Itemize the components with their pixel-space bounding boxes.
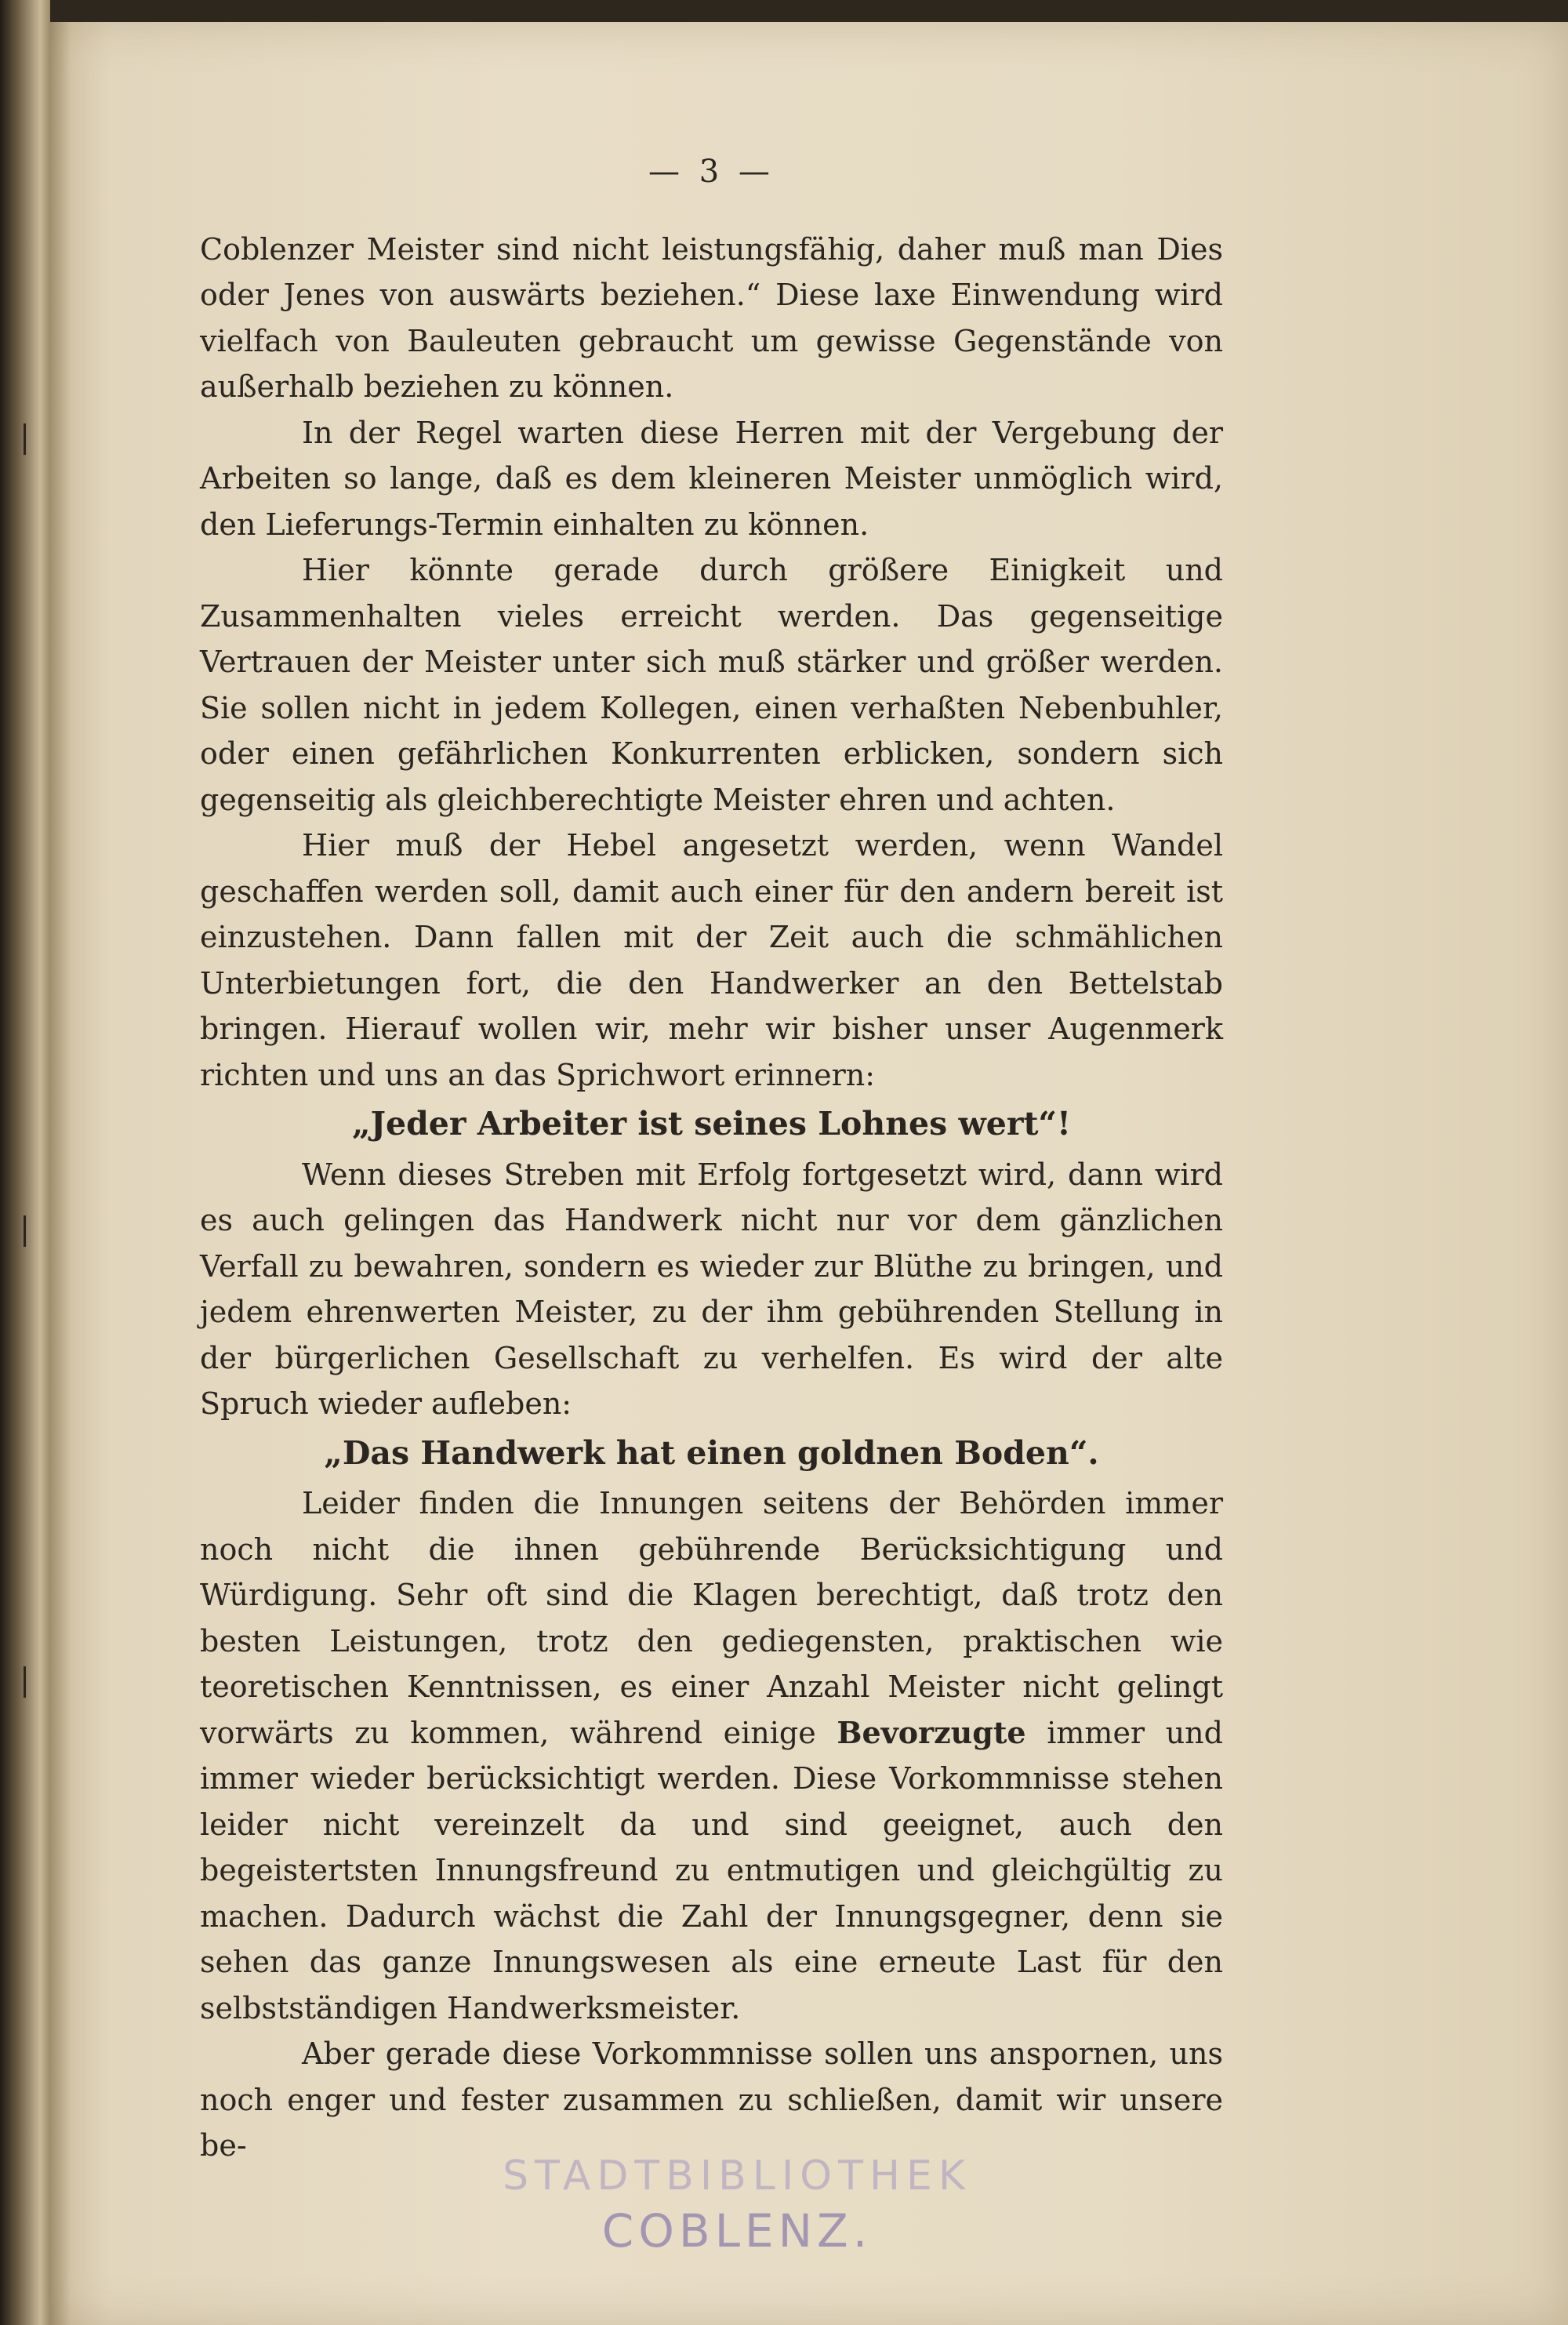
binding-mark	[24, 423, 26, 455]
paragraph-4: Hier muß der Hebel angesetzt werden, wenn Wandel geschaffen werden soll, damit auch einer für den andern bereit ist einzustehen. Dann fallen mit der Zeit auch die schmählichen Unterbietungen fort, die den Handwerker an den Bettelstab bringen. Hierauf wollen wir, mehr wir bisher unser Augenmerk richten und uns an das Sprichwort erinnern:	[200, 828, 1223, 1092]
library-stamp	[470, 2152, 1004, 2258]
emphasized-word: Bevorzugte	[837, 1714, 1026, 1750]
paragraph-2: In der Regel warten diese Herren mit der Vergebung der Arbeiten so lange, daß es dem kleineren Meister unmöglich wird, den Lieferungs-Termin einhalten zu können.	[200, 415, 1223, 542]
stamp-line-1: STADTBIBLIOTHEK	[503, 2152, 971, 2200]
paragraph-6	[200, 1480, 1223, 2031]
paragraph-6-start: Leider finden die Innungen seitens der Behörden immer noch nicht die ihnen gebührende Berücksichtigung und Würdigung. Sehr oft sind die Klagen berechtigt, daß trotz den besten Leistungen, trotz den gediegensten, praktischen wie teoretischen Kenntnissen, es einer Anzahl Meister nicht gelingt vorwärts zu kommen, während einige	[200, 1486, 1223, 1750]
binding-edge	[0, 0, 50, 2325]
page-gutter-shadow	[50, 22, 71, 2325]
stamp-line-2: COBLENZ.	[601, 2204, 873, 2258]
paragraph-3: Hier könnte gerade durch größere Einigkeit und Zusammenhalten vieles erreicht werden. Das gegenseitige Vertrauen der Meister unter sich muß stärker und größer werden. Sie sollen nicht in jedem Kollegen, einen verhaßten Nebenbuhler, oder einen gefährlichen Konkurrenten erblicken, sondern sich gegenseitig als gleichberechtigte Meister ehren und achten.	[200, 553, 1223, 817]
paragraph-1: Coblenzer Meister sind nicht leistungsfähig, daher muß man Dies oder Jenes von auswärts beziehen.“ Diese laxe Einwendung wird vielfach von Bauleuten gebraucht um gewisse Gegenstände von außerhalb beziehen zu können.	[200, 231, 1223, 404]
paragraph-5: Wenn dieses Streben mit Erfolg fortgesetzt wird, dann wird es auch gelingen das Handwerk nicht nur vor dem gänzlichen Verfall zu bewahren, sondern es wieder zur Blüthe zu bringen, und jedem ehrenwerten Meister, zu der ihm gebührenden Stellung in der bürgerlichen Gesellschaft zu verhelfen. Es wird der alte Spruch wieder aufleben:	[200, 1157, 1223, 1421]
paragraph-6-end: immer und immer wieder berücksichtigt werden. Diese Vorkommnisse stehen leider nicht vereinzelt da und sind geeignet, auch den begeistertsten Innungsfreund zu entmutigen und gleichgültig zu machen. Dadurch wächst die Zahl der Innungsgegner, denn sie sehen das ganze Innungswesen als eine erneute Last für den selbstständigen Handwerksmeister.	[200, 1715, 1223, 2025]
paragraph-7: Aber gerade diese Vorkommnisse sollen uns anspornen, uns noch enger und fester zusammen zu schließen, damit wir unsere be-	[200, 2036, 1223, 2163]
proverb-2: „Das Handwerk hat einen goldnen Boden“.	[324, 1433, 1099, 1472]
proverb-1: „Jeder Arbeiter ist seines Lohnes wert“!	[352, 1105, 1071, 1143]
page-text	[200, 149, 1223, 2169]
page-number: — 3 —	[648, 154, 775, 190]
binding-mark	[24, 1666, 26, 1698]
binding-mark	[24, 1215, 26, 1247]
